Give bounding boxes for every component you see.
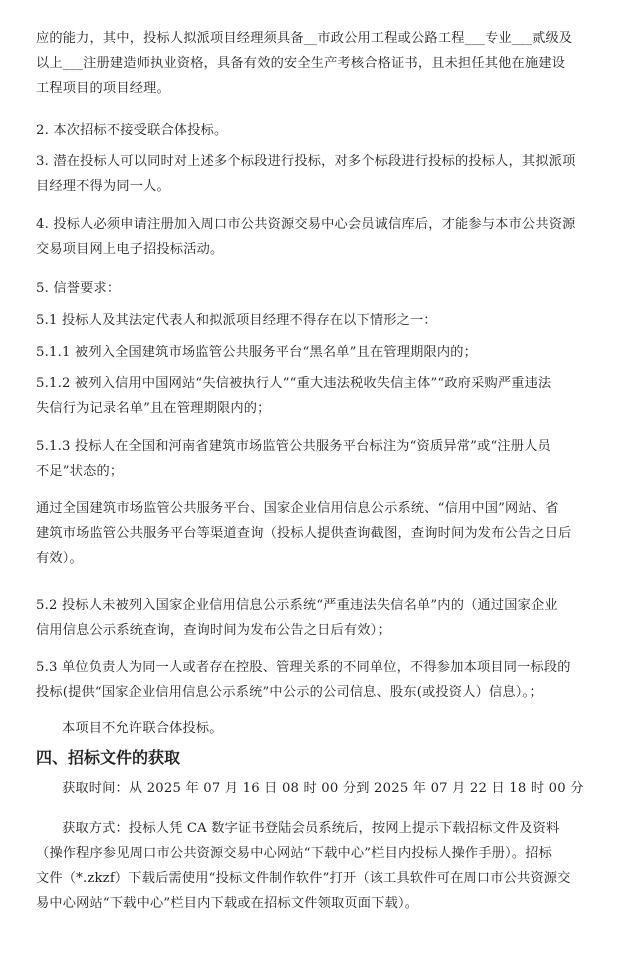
text-line: 文件（*.zkzf）下载后需使用“投标文件制作软件”打开（该工具软件可在周口市公共资源交 (36, 871, 571, 886)
text-line: 通过全国建筑市场监管公共服务平台、国家企业信用信息公示系统、“信用中国”网站、省 (36, 501, 559, 516)
text-line: 2. 本次招标不接受联合体投标。 (36, 123, 228, 138)
text-line: 以上___注册建造师执业资格，具备有效的安全生产考核合格证书，且未担任其他在施建设 (36, 56, 566, 71)
text-line: 应的能力，其中，投标人拟派项目经理须具备__市政公用工程或公路工程___专业___贰级及 (36, 31, 573, 46)
paragraph-item-5-2 (36, 593, 592, 643)
text-line: 3. 潜在投标人可以同时对上述多个标段进行投标，对多个标段进行投标的投标人，其拟派项 (36, 154, 576, 169)
text-line: 易中心网站“下载中心”栏目内下载或在招标文件领取页面下载）。 (36, 896, 419, 911)
paragraph-query-channels (36, 496, 592, 571)
section-heading: 四、招标文件的获取 (36, 748, 181, 767)
text-line: 有效）。 (36, 551, 83, 566)
text-line: 获取时间：从 2025 年 07 月 16 日 08 时 00 分到 2025 年 07 月 22 日 18 时 00 分 (62, 781, 584, 796)
paragraph-item-5-3 (36, 655, 592, 705)
text-line: 建筑市场监管公共服务平台等渠道查询（投标人提供查询截图，查询时间为发布公告之日后 (36, 526, 572, 541)
text-line: 投标(提供“国家企业信用信息公示系统”中公示的公司信息、股东(或投资人）信息）。； (36, 685, 543, 700)
text-line: 工程项目的项目经理。 (36, 81, 170, 96)
text-line: 5.1 投标人及其法定代表人和拟派项目经理不得存在以下情形之一： (36, 313, 437, 328)
paragraph-item-5-1 (36, 308, 592, 333)
text-line: 本项目不允许联合体投标。 (62, 721, 223, 736)
text-line: 5.1.3 投标人在全国和河南省建筑市场监管公共服务平台标注为“资质异常”或“注册人员 (36, 439, 551, 454)
text-line: 获取方式：投标人凭 CA 数字证书登陆会员系统后，按网上提示下载招标文件及资料 (62, 821, 560, 836)
paragraph-acquisition-method (36, 816, 592, 916)
paragraph-item-5-1-3 (36, 434, 592, 484)
paragraph-qualification (36, 26, 592, 101)
paragraph-item-2 (36, 118, 592, 143)
text-line: 4. 投标人必须申请注册加入周口市公共资源交易中心会员诚信库后，才能参与本市公共资源 (36, 217, 576, 232)
text-line: 5.3 单位负责人为同一人或者存在控股、管理关系的不同单位，不得参加本项目同一标段的 (36, 660, 571, 675)
paragraph-item-4 (36, 212, 592, 262)
text-line: 不足”状态的； (36, 464, 124, 479)
paragraph-item-5-1-2 (36, 371, 592, 421)
text-line: 失信行为记录名单”且在管理期限内的； (36, 401, 271, 416)
text-line: 5.1.2 被列入信用中国网站“失信被执行人”“重大违法税收失信主体”“政府采购严重违法 (36, 376, 552, 391)
paragraph-no-consortium (62, 716, 618, 741)
text-line: 5.2 投标人未被列入国家企业信用信息公示系统“严重违法失信名单”内的（通过国家企业 (36, 598, 558, 613)
paragraph-item-5-1-1 (36, 340, 592, 365)
text-line: 5.1.1 被列入全国建筑市场监管公共服务平台“黑名单”且在管理期限内的； (36, 345, 478, 360)
paragraph-acquisition-time (62, 776, 618, 801)
text-line: （操作程序参见周口市公共资源交易中心网站“下载中心”栏目内投标人操作手册）。招标 (36, 846, 553, 861)
text-line: 信用信息公示系统查询，查询时间为发布公告之日后有效）； (36, 623, 391, 638)
text-line: 5. 信誉要求： (36, 281, 121, 296)
text-line: 目经理不得为同一人。 (36, 179, 170, 194)
paragraph-item-3 (36, 149, 592, 199)
text-line: 交易项目网上电子招投标活动。 (36, 242, 224, 257)
paragraph-item-5 (36, 276, 592, 301)
